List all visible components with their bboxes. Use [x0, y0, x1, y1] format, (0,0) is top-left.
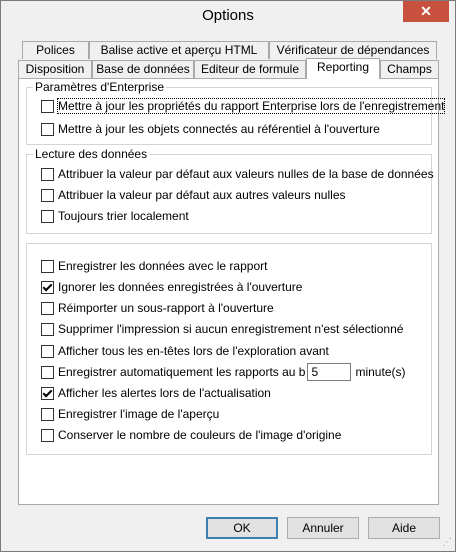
tab-row-1: [1, 41, 455, 60]
tab-polices[interactable]: Polices: [22, 41, 89, 59]
autosave-minutes-input[interactable]: [307, 363, 351, 381]
checkbox-show-refresh-alerts[interactable]: [41, 385, 271, 401]
close-icon: ✕: [420, 3, 432, 19]
tab-row-2: [1, 60, 455, 79]
title-bar: [1, 1, 455, 32]
tab-editeur-formule[interactable]: Editeur de formule: [194, 60, 306, 78]
reporting-panel: [18, 78, 445, 505]
checkbox-label: Ignorer les données enregistrées à l'ouverture: [58, 280, 303, 294]
checkbox-box[interactable]: [41, 123, 54, 136]
enterprise-settings-group: [26, 80, 445, 145]
checkbox-box[interactable]: [41, 345, 54, 358]
checkbox-show-all-headers[interactable]: [41, 343, 329, 359]
checkbox-box[interactable]: [41, 210, 54, 223]
minutes-suffix-label: minute(s): [355, 365, 406, 379]
help-button[interactable]: Aide: [368, 517, 440, 539]
checkbox-box[interactable]: [41, 408, 54, 421]
checkbox-box[interactable]: [41, 323, 54, 336]
checkbox-label: Mettre à jour les objets connectés au référentiel à l'ouverture: [58, 122, 380, 136]
close-button[interactable]: [403, 1, 449, 22]
checkbox-box[interactable]: [41, 429, 54, 442]
checkbox-label: Enregistrer les données avec le rapport: [58, 259, 268, 273]
checkbox-label: Conserver le nombre de couleurs de l'image d'origine: [58, 428, 342, 442]
checkbox-autosave-reports[interactable]: [41, 362, 405, 382]
checkbox-box[interactable]: [41, 100, 54, 113]
checkbox-label: Afficher tous les en-têtes lors de l'exploration avant: [58, 344, 329, 358]
checkbox-label: Enregistrer automatiquement les rapports au b: [58, 365, 306, 379]
checkbox-always-sort-locally[interactable]: [41, 208, 189, 224]
checkbox-update-repository-objects[interactable]: [41, 121, 380, 137]
checkbox-box-checked[interactable]: [41, 281, 54, 294]
tab-verificateur[interactable]: Vérificateur de dépendances: [269, 41, 437, 59]
checkbox-label: Réimporter un sous-rapport à l'ouverture: [58, 301, 274, 315]
checkbox-default-null-db[interactable]: [41, 166, 434, 182]
checkbox-label: Mettre à jour les propriétés du rapport Enterprise lors de l'enregistrement: [58, 99, 445, 113]
checkbox-ignore-saved-data[interactable]: [41, 279, 302, 295]
group-title-data-reading: Lecture des données: [35, 147, 148, 161]
checkbox-reimport-subreport[interactable]: [41, 300, 274, 316]
data-reading-group: [26, 147, 434, 234]
checkbox-label: Supprimer l'impression si aucun enregistrement n'est sélectionné: [58, 322, 404, 336]
checkbox-save-preview-image[interactable]: [41, 406, 219, 422]
checkbox-box[interactable]: [41, 189, 54, 202]
cancel-button[interactable]: Annuler: [287, 517, 359, 539]
tab-disposition[interactable]: Disposition: [18, 60, 92, 78]
tab-reporting[interactable]: Reporting: [306, 58, 380, 79]
group-title-enterprise: Paramètres d'Enterprise: [35, 80, 165, 94]
checkbox-save-data-with-report[interactable]: [41, 258, 267, 274]
ok-button[interactable]: OK: [206, 517, 278, 539]
checkbox-default-null-other[interactable]: [41, 187, 346, 203]
checkbox-update-enterprise-properties[interactable]: [41, 98, 444, 114]
tab-base-de-donnees[interactable]: Base de données: [92, 60, 194, 78]
checkbox-keep-image-colors[interactable]: [41, 427, 341, 443]
checkbox-label: Enregistrer l'image de l'aperçu: [58, 407, 220, 421]
checkbox-suppress-printing[interactable]: [41, 321, 403, 337]
checkbox-box-checked[interactable]: [41, 387, 54, 400]
checkbox-box[interactable]: [41, 168, 54, 181]
general-options-group: [26, 243, 432, 455]
checkbox-label: Attribuer la valeur par défaut aux autres valeurs nulles: [58, 188, 346, 202]
checkbox-box[interactable]: [41, 260, 54, 273]
checkbox-label: Afficher les alertes lors de l'actualisation: [58, 386, 271, 400]
checkbox-box[interactable]: [41, 366, 54, 379]
tab-balise-active[interactable]: Balise active et aperçu HTML: [89, 41, 269, 59]
checkbox-label: Attribuer la valeur par défaut aux valeurs nulles de la base de données: [58, 167, 434, 181]
resize-grip-icon[interactable]: ⋰: [442, 537, 452, 548]
checkbox-box[interactable]: [41, 302, 54, 315]
checkbox-label: Toujours trier localement: [58, 209, 189, 223]
window-title: Options: [202, 7, 254, 24]
tab-champs[interactable]: Champs: [380, 60, 439, 78]
